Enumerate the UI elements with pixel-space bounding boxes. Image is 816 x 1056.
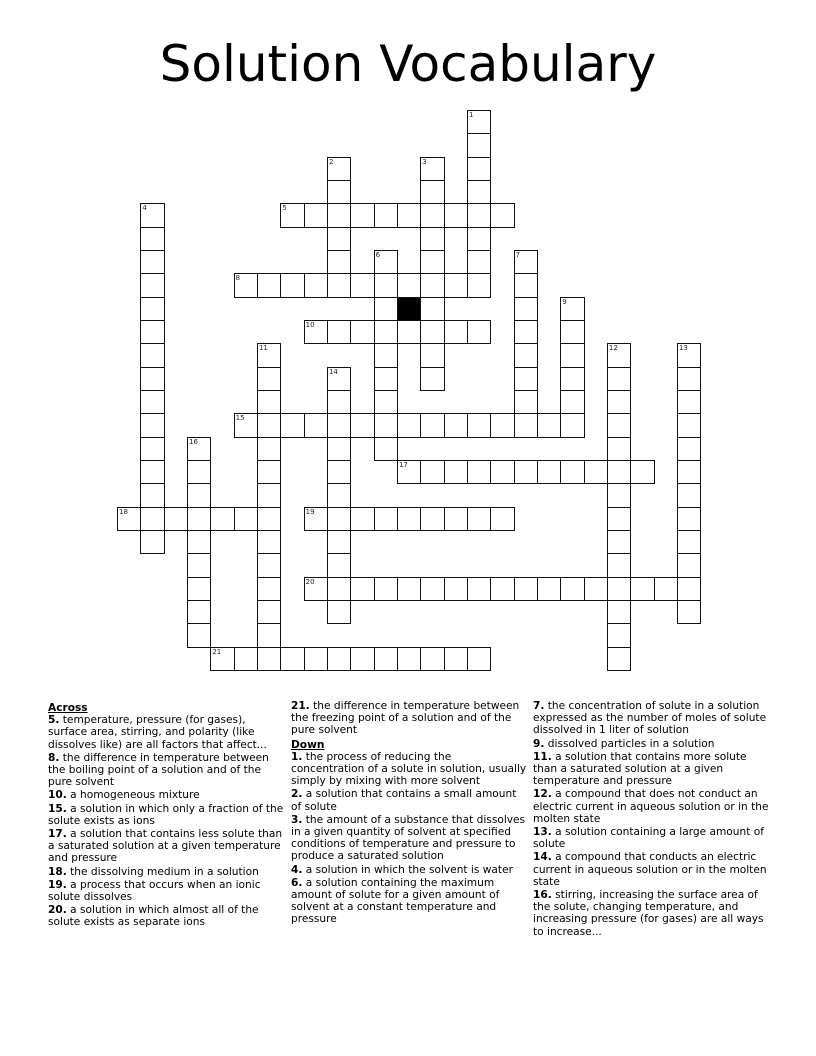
clue-down-16 [533, 889, 769, 938]
grid-cell[interactable] [140, 227, 164, 251]
grid-cell[interactable] [607, 577, 631, 601]
grid-cell[interactable] [607, 647, 631, 671]
grid-cell[interactable] [187, 577, 211, 601]
grid-cell[interactable] [630, 460, 654, 484]
cell-number: 5 [282, 204, 287, 213]
grid-cell[interactable] [467, 203, 491, 227]
grid-cell[interactable] [444, 460, 468, 484]
clue-number: 10. [48, 789, 67, 802]
grid-cell[interactable] [444, 647, 468, 671]
grid-cell[interactable] [560, 460, 584, 484]
grid-cell[interactable] [607, 367, 631, 391]
grid-cell[interactable] [280, 273, 304, 297]
clue-number: 16. [533, 889, 552, 902]
grid-cell[interactable] [374, 250, 398, 274]
grid-cell[interactable] [327, 180, 351, 204]
clue-across-21 [291, 700, 527, 737]
grid-cell[interactable] [187, 507, 211, 531]
grid-cell[interactable] [350, 507, 374, 531]
clue-text: a solution in which only a fraction of the solute exists as ions [48, 802, 284, 827]
grid-cell[interactable] [304, 507, 328, 531]
grid-cell[interactable] [327, 250, 351, 274]
clue-text: a solution that contains a small amount of solute [291, 788, 517, 813]
cell-number: 11 [258, 344, 268, 353]
grid-cell[interactable] [677, 577, 701, 601]
grid-cell[interactable] [327, 390, 351, 414]
grid-cell[interactable] [467, 460, 491, 484]
clue-across-18 [48, 866, 284, 878]
grid-cell[interactable] [187, 553, 211, 577]
down-heading: Down [291, 738, 325, 751]
grid-cell[interactable] [210, 507, 234, 531]
grid-cell[interactable] [677, 390, 701, 414]
grid-cell[interactable] [234, 273, 258, 297]
clue-number: 1. [291, 750, 303, 763]
clue-number: 11. [533, 750, 552, 763]
clue-down-4 [291, 864, 527, 876]
grid-cell[interactable] [560, 297, 584, 321]
grid-cell[interactable] [140, 203, 164, 227]
clue-down-9 [533, 738, 769, 750]
page-title: Solution Vocabulary [159, 35, 657, 93]
clue-across-10 [48, 789, 284, 801]
cell-number: 6 [375, 250, 381, 259]
grid-cell[interactable] [607, 507, 631, 531]
grid-cell[interactable] [257, 483, 281, 507]
grid-cell[interactable] [537, 460, 561, 484]
clue-text: the process of reducing the concentration of a solute in solution, usually simply by mixing with more solvent [291, 750, 527, 788]
grid-cell[interactable] [327, 367, 351, 391]
cell-number: 14 [328, 367, 338, 376]
grid-cell[interactable] [490, 507, 514, 531]
grid-cell[interactable] [327, 507, 351, 531]
grid-cell[interactable] [374, 437, 398, 461]
grid-cell[interactable] [327, 483, 351, 507]
clue-text: a process that occurs when an ionic solute dissolves [48, 878, 261, 904]
grid-cell[interactable] [374, 577, 398, 601]
clue-text: a homogeneous mixture [70, 789, 200, 802]
grid-cell[interactable] [514, 367, 538, 391]
grid-cell[interactable] [304, 413, 328, 437]
grid-cell[interactable] [514, 460, 538, 484]
grid-cell[interactable] [444, 413, 468, 437]
clues-column-2 [291, 700, 527, 927]
grid-cell[interactable] [607, 553, 631, 577]
cell-number: 10 [305, 320, 315, 329]
grid-cell[interactable] [420, 297, 444, 321]
grid-cell[interactable] [327, 553, 351, 577]
clue-number: 15. [48, 802, 67, 815]
grid-cell[interactable] [607, 437, 631, 461]
grid-cell[interactable] [654, 577, 678, 601]
grid-cell[interactable] [607, 600, 631, 624]
grid-cell[interactable] [374, 343, 398, 367]
grid-cell[interactable] [327, 577, 351, 601]
clue-down-6 [291, 877, 527, 926]
grid-cell[interactable] [677, 600, 701, 624]
clue-text: the concentration of solute in a solution expressed as the number of moles of solute dissolved in 1 liter of solution [533, 700, 767, 737]
clue-text: temperature, pressure (for gases), surface area, stirring, and polarity (like dissolves like) are all factors that affect... [48, 714, 267, 751]
clue-number: 19. [48, 878, 67, 891]
grid-cell[interactable] [467, 110, 491, 134]
clue-down-12 [533, 788, 769, 825]
grid-cell[interactable] [257, 460, 281, 484]
grid-cell[interactable] [350, 203, 374, 227]
grid-cell[interactable] [560, 577, 584, 601]
grid-cell[interactable] [490, 460, 514, 484]
clue-text: a solution that contains less solute than a saturated solution at a given temperature and pressure [48, 828, 283, 865]
clue-down-1 [291, 751, 527, 788]
clue-across-19 [48, 879, 284, 903]
clue-number: 6. [291, 876, 303, 889]
grid-cell[interactable] [607, 530, 631, 554]
grid-cell[interactable] [234, 647, 258, 671]
grid-cell[interactable] [420, 250, 444, 274]
grid-cell[interactable] [467, 507, 491, 531]
grid-cell[interactable] [607, 623, 631, 647]
cell-number: 21 [212, 647, 222, 656]
clue-number: 8. [48, 751, 60, 764]
grid-cell[interactable] [467, 133, 491, 157]
grid-cell[interactable] [140, 250, 164, 274]
grid-cell[interactable] [304, 273, 328, 297]
grid-cell[interactable] [374, 507, 398, 531]
grid-cell[interactable] [350, 647, 374, 671]
clue-across-17 [48, 828, 284, 865]
cell-number: 18 [119, 507, 128, 516]
clues-column-1 [48, 700, 284, 930]
grid-cell[interactable] [257, 553, 281, 577]
clue-text: stirring, increasing the surface area of the solute, changing temperature, and increasing pressure (for gases) are all ways to increase... [533, 889, 764, 938]
grid-cell[interactable] [677, 367, 701, 391]
grid-cell[interactable] [444, 273, 468, 297]
grid-cell[interactable] [444, 320, 468, 344]
grid-cell[interactable] [304, 647, 328, 671]
grid-cell[interactable] [304, 577, 328, 601]
grid-cell[interactable] [257, 390, 281, 414]
clue-across-5 [48, 714, 284, 751]
grid-cell[interactable] [374, 647, 398, 671]
grid-cell[interactable] [677, 437, 701, 461]
cell-number: 13 [678, 344, 688, 353]
clue-number: 4. [291, 863, 303, 876]
grid-cell[interactable] [257, 367, 281, 391]
grid-cell[interactable] [140, 460, 164, 484]
grid-cell[interactable] [677, 483, 701, 507]
grid-cell[interactable] [374, 413, 398, 437]
grid-cell[interactable] [444, 577, 468, 601]
grid-cell[interactable] [257, 273, 281, 297]
cell-number: 15 [235, 414, 245, 423]
cell-number: 4 [142, 204, 147, 213]
grid-cell[interactable] [187, 530, 211, 554]
grid-cell[interactable] [234, 507, 258, 531]
grid-cell[interactable] [420, 157, 444, 181]
clue-number: 5. [48, 714, 60, 727]
grid-cell[interactable] [607, 413, 631, 437]
grid-cell[interactable] [560, 343, 584, 367]
grid-cell[interactable] [350, 273, 374, 297]
cell-number: 19 [305, 507, 315, 516]
grid-cell[interactable] [117, 507, 141, 531]
grid-cell[interactable] [187, 437, 211, 461]
grid-cell[interactable] [374, 390, 398, 414]
grid-cell[interactable] [397, 320, 421, 344]
grid-cell[interactable] [327, 320, 351, 344]
grid-cell[interactable] [677, 553, 701, 577]
grid-cell[interactable] [327, 647, 351, 671]
grid-cell[interactable] [374, 297, 398, 321]
clue-down-2 [291, 788, 527, 812]
clue-number: 9. [533, 737, 545, 750]
grid-cell[interactable] [257, 623, 281, 647]
grid-cell[interactable] [467, 413, 491, 437]
grid-cell[interactable] [327, 437, 351, 461]
grid-cell[interactable] [467, 320, 491, 344]
grid-cell[interactable] [467, 273, 491, 297]
grid-cell[interactable] [374, 203, 398, 227]
grid-cell[interactable] [140, 343, 164, 367]
grid-cell[interactable] [304, 203, 328, 227]
grid-cell[interactable] [327, 157, 351, 181]
cell-number: 3 [422, 157, 427, 166]
grid-cell[interactable] [560, 413, 584, 437]
grid-cell[interactable] [280, 203, 304, 227]
cell-number: 1 [468, 111, 474, 119]
grid-cell[interactable] [420, 413, 444, 437]
grid-cell[interactable] [350, 577, 374, 601]
grid-cell[interactable] [677, 413, 701, 437]
cell-number: 9 [562, 297, 567, 306]
clue-text: a solution containing the maximum amount of solute for a given amount of solvent at a constant temperature and pressure [291, 876, 500, 926]
grid-cell[interactable] [677, 530, 701, 554]
grid-cell[interactable] [537, 413, 561, 437]
grid-cell[interactable] [420, 507, 444, 531]
grid-cell[interactable] [187, 600, 211, 624]
grid-cell[interactable] [397, 507, 421, 531]
grid-cell[interactable] [280, 413, 304, 437]
grid-cell[interactable] [420, 227, 444, 251]
grid-cell[interactable] [607, 343, 631, 367]
grid-cell[interactable] [257, 413, 281, 437]
grid-cell[interactable] [467, 157, 491, 181]
grid-cell[interactable] [420, 460, 444, 484]
grid-cell[interactable] [467, 577, 491, 601]
grid-cell[interactable] [257, 577, 281, 601]
grid-cell[interactable] [327, 203, 351, 227]
clue-text: the difference in temperature between the boiling point of a solution and of the pure solvent [48, 751, 269, 789]
grid-cell[interactable] [560, 320, 584, 344]
grid-cell[interactable] [374, 273, 398, 297]
grid-cell[interactable] [257, 343, 281, 367]
grid-cell[interactable] [467, 227, 491, 251]
grid-cell[interactable] [420, 203, 444, 227]
grid-cell[interactable] [187, 623, 211, 647]
grid-cell[interactable] [467, 180, 491, 204]
grid-cell[interactable] [490, 203, 514, 227]
grid-cell[interactable] [327, 273, 351, 297]
grid-cell[interactable] [140, 437, 164, 461]
clue-down-7 [533, 700, 769, 737]
grid-cell[interactable] [514, 320, 538, 344]
grid-cell[interactable] [607, 390, 631, 414]
grid-cell[interactable] [327, 460, 351, 484]
grid-cell[interactable] [397, 647, 421, 671]
grid-cell[interactable] [560, 367, 584, 391]
grid-cell[interactable] [327, 530, 351, 554]
cell-number: 8 [235, 274, 241, 283]
clue-number: 17. [48, 828, 67, 841]
cell-number: 12 [608, 344, 618, 353]
grid-cell[interactable] [210, 647, 234, 671]
grid-cell[interactable] [420, 320, 444, 344]
grid-cell[interactable] [140, 367, 164, 391]
clue-number: 21. [291, 700, 310, 712]
clue-across-15 [48, 803, 284, 827]
grid-cell[interactable] [257, 600, 281, 624]
grid-cell[interactable] [514, 390, 538, 414]
grid-cell[interactable] [397, 203, 421, 227]
clue-text: a compound that conducts an electric current in aqueous solution or in the molten state [533, 851, 767, 888]
grid-cell[interactable] [677, 507, 701, 531]
across-heading: Across [48, 702, 88, 714]
grid-cell[interactable] [537, 577, 561, 601]
grid-cell[interactable] [584, 460, 608, 484]
grid-cell[interactable] [607, 460, 631, 484]
grid-cell[interactable] [140, 530, 164, 554]
clue-across-8 [48, 752, 284, 789]
grid-cell[interactable] [257, 647, 281, 671]
grid-cell[interactable] [677, 343, 701, 367]
clue-text: the dissolving medium in a solution [70, 865, 259, 878]
grid-cell[interactable] [420, 577, 444, 601]
black-cell [397, 297, 421, 321]
clue-text: a solution in which the solvent is water [305, 863, 513, 876]
grid-cell[interactable] [397, 413, 421, 437]
grid-cell[interactable] [327, 227, 351, 251]
cell-number: 16 [188, 437, 198, 446]
clue-down-14 [533, 851, 769, 888]
grid-cell[interactable] [444, 203, 468, 227]
grid-cell[interactable] [420, 367, 444, 391]
grid-cell[interactable] [257, 530, 281, 554]
clue-down-3 [291, 814, 527, 863]
grid-cell[interactable] [374, 320, 398, 344]
clue-number: 2. [291, 788, 303, 801]
grid-cell[interactable] [397, 273, 421, 297]
clue-text: the amount of a substance that dissolves in a given quantity of solvent at specified conditions of temperature and pressure to produce a saturated solution [291, 813, 526, 863]
clue-number: 14. [533, 851, 552, 864]
clue-text: a solution containing a large amount of solute [533, 826, 764, 851]
grid-cell[interactable] [350, 413, 374, 437]
clue-number: 7. [533, 700, 545, 712]
grid-cell[interactable] [514, 577, 538, 601]
grid-cell[interactable] [607, 483, 631, 507]
clue-down-13 [533, 826, 769, 850]
grid-cell[interactable] [187, 483, 211, 507]
grid-cell[interactable] [257, 437, 281, 461]
grid-cell[interactable] [420, 273, 444, 297]
clues-column-3 [533, 700, 769, 939]
clue-text: a solution that contains more solute than a saturated solution at a given temperature and pressure [533, 750, 747, 788]
cell-number: 17 [398, 460, 408, 469]
grid-cell[interactable] [420, 180, 444, 204]
grid-cell[interactable] [584, 577, 608, 601]
grid-cell[interactable] [350, 320, 374, 344]
clue-number: 18. [48, 865, 67, 878]
grid-cell[interactable] [560, 390, 584, 414]
clue-across-20 [48, 904, 284, 928]
cell-number: 2 [328, 157, 334, 166]
cell-number: 20 [305, 577, 315, 586]
grid-cell[interactable] [187, 460, 211, 484]
grid-cell[interactable] [140, 507, 164, 531]
clue-down-11 [533, 751, 769, 788]
grid-cell[interactable] [140, 320, 164, 344]
grid-cell[interactable] [280, 647, 304, 671]
grid-cell[interactable] [140, 273, 164, 297]
cell-number: 7 [515, 250, 521, 259]
clue-text: the difference in temperature between the freezing point of a solution and of the pure solvent [291, 700, 520, 737]
grid-cell[interactable] [397, 577, 421, 601]
grid-cell[interactable] [514, 250, 538, 274]
grid-cell[interactable] [234, 413, 258, 437]
grid-cell[interactable] [140, 297, 164, 321]
clue-number: 20. [48, 904, 67, 917]
clue-text: dissolved particles in a solution [547, 737, 715, 750]
clue-text: a compound that does not conduct an electric current in aqueous solution or in the molten state [533, 788, 769, 825]
grid-cell[interactable] [420, 343, 444, 367]
grid-cell[interactable] [140, 483, 164, 507]
grid-cell[interactable] [514, 413, 538, 437]
grid-cell[interactable] [467, 250, 491, 274]
grid-cell[interactable] [164, 507, 188, 531]
grid-cell[interactable] [444, 507, 468, 531]
grid-cell[interactable] [140, 413, 164, 437]
grid-cell[interactable] [420, 647, 444, 671]
grid-cell[interactable] [257, 507, 281, 531]
grid-cell[interactable] [514, 343, 538, 367]
grid-cell[interactable] [490, 577, 514, 601]
grid-cell[interactable] [514, 273, 538, 297]
grid-cell[interactable] [140, 390, 164, 414]
grid-cell[interactable] [514, 297, 538, 321]
clue-number: 12. [533, 788, 552, 801]
clue-number: 13. [533, 826, 552, 839]
grid-cell[interactable] [490, 413, 514, 437]
grid-cell[interactable] [327, 600, 351, 624]
grid-cell[interactable] [374, 367, 398, 391]
clue-number: 3. [291, 813, 303, 826]
grid-cell[interactable] [467, 647, 491, 671]
grid-cell[interactable] [397, 460, 421, 484]
grid-cell[interactable] [304, 320, 328, 344]
grid-cell[interactable] [630, 577, 654, 601]
grid-cell[interactable] [327, 413, 351, 437]
grid-cell[interactable] [677, 460, 701, 484]
clue-text: a solution in which almost all of the solute exists as separate ions [48, 904, 259, 929]
